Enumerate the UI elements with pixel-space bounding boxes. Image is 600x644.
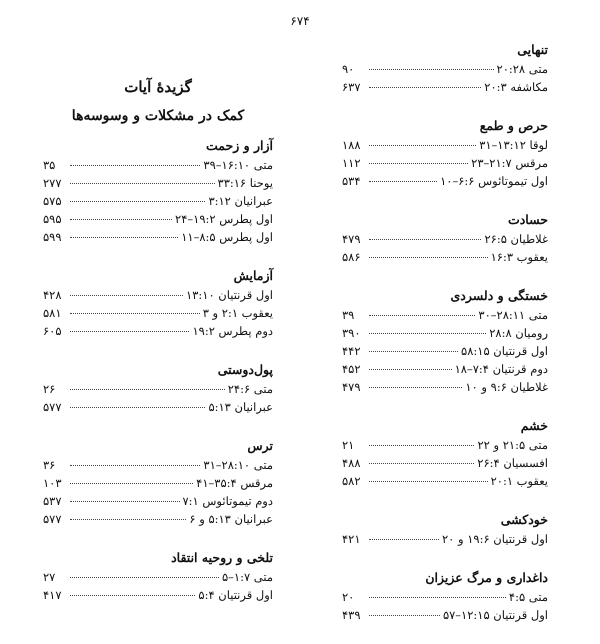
dot-leader (70, 465, 200, 466)
dot-leader (70, 295, 183, 296)
index-entry (342, 342, 548, 360)
page-reference: ۱۸۸ (342, 138, 361, 152)
verse-reference: اول قرنتیان ۱۲:۱۵–۵۷ (442, 608, 548, 622)
page-heading: گزیدۀ آیات (124, 78, 192, 96)
index-entry (43, 322, 273, 340)
dot-leader (369, 597, 506, 598)
verse-reference: اول قرنتیان ۱۳:۱۰ (186, 288, 273, 302)
page-reference: ۲۷ (43, 570, 56, 584)
section-title: آزمایش (233, 268, 273, 283)
dot-leader (369, 181, 437, 182)
page-reference: ۶۳۷ (342, 80, 361, 94)
page-number: ۶۷۴ (290, 14, 310, 28)
index-entry (43, 156, 273, 174)
index-entry (342, 172, 548, 190)
index-section (342, 286, 548, 396)
section-title: حسادت (507, 212, 548, 227)
index-section (43, 360, 273, 416)
index-entry (342, 606, 548, 624)
verse-reference: غلاطیان ۲۶:۵ (484, 232, 548, 246)
dot-leader (369, 463, 474, 464)
dot-leader (369, 257, 488, 258)
dot-leader (70, 183, 215, 184)
dot-leader (369, 369, 452, 370)
dot-leader (70, 389, 225, 390)
verse-reference: عبرانیان ۵:۱۳ و ۶ (189, 512, 273, 526)
page-reference: ۳۹ (342, 308, 355, 322)
index-section (342, 510, 548, 548)
verse-reference: افسسیان ۲۶:۴ (477, 456, 548, 470)
page-reference: ۵۸۲ (342, 474, 361, 488)
verse-reference: دوم تیموتائوس ۷:۱ (182, 494, 273, 508)
page-reference: ۳۹۰ (342, 326, 361, 340)
dot-leader (369, 445, 474, 446)
index-section (342, 568, 548, 624)
verse-reference: عبرانیان ۳:۱۲ (208, 194, 273, 208)
section-title: خودکشی (500, 512, 548, 527)
dot-leader (369, 481, 488, 482)
page-reference: ۴۵۲ (342, 362, 361, 376)
verse-reference: متی ۲۴:۶ (227, 382, 273, 396)
index-entry (342, 324, 548, 342)
page-reference: ۴۳۹ (342, 608, 361, 622)
dot-leader (70, 313, 200, 314)
dot-leader (70, 407, 205, 408)
verse-reference: عبرانیان ۵:۱۳ (208, 400, 273, 414)
verse-reference: متی ۱۶:۱۰–۳۹ (203, 158, 273, 172)
index-entry (342, 360, 548, 378)
index-entry (342, 248, 548, 266)
dot-leader (369, 615, 440, 616)
dot-leader (369, 333, 486, 334)
verse-reference: یوحنا ۳۳:۱۶ (217, 176, 273, 190)
dot-leader (369, 539, 439, 540)
verse-reference: مرقس ۲۱:۷–۲۳ (471, 156, 548, 170)
dot-leader (70, 519, 186, 520)
index-entry (43, 286, 273, 304)
index-entry (342, 436, 548, 454)
index-entry (342, 588, 548, 606)
dot-leader (369, 351, 458, 352)
verse-reference: اول قرنتیان ۱۹:۶ و ۲۰ (442, 532, 548, 546)
page-reference: ۲۷۷ (43, 176, 62, 190)
index-entry (342, 454, 548, 472)
section-title: ترس (247, 438, 273, 453)
section-title: خشم (520, 418, 548, 433)
page-reference: ۴۸۸ (342, 456, 361, 470)
index-entry (342, 378, 548, 396)
index-entry (342, 154, 548, 172)
index-section (43, 266, 273, 340)
verse-reference: متی ۱:۷–۵ (221, 570, 273, 584)
verse-reference: غلاطیان ۹:۶ و ۱۰ (465, 380, 548, 394)
dot-leader (70, 201, 205, 202)
index-section (342, 416, 548, 490)
dot-leader (70, 501, 180, 502)
verse-reference: متی ۲۰:۲۸ (496, 62, 548, 76)
page-subheading: کمک در مشکلات و وسوسه‌ها (71, 108, 245, 124)
dot-leader (70, 219, 172, 220)
dot-leader (369, 87, 481, 88)
index-section (342, 210, 548, 266)
page-reference: ۵۷۷ (43, 512, 62, 526)
index-entry (342, 60, 548, 78)
page-reference: ۵۹۵ (43, 212, 62, 226)
dot-leader (369, 69, 494, 70)
verse-reference: یعقوب ۲۰:۱ (490, 474, 548, 488)
index-entry (43, 380, 273, 398)
verse-reference: اول پطرس ۸:۵–۱۱ (181, 230, 273, 244)
page-reference: ۲۶ (43, 382, 56, 396)
dot-leader (369, 315, 475, 316)
right-column (342, 40, 548, 644)
index-section (43, 548, 273, 604)
index-entry (43, 398, 273, 416)
index-entry (43, 492, 273, 510)
dot-leader (70, 577, 219, 578)
page-reference: ۴۲۸ (43, 288, 62, 302)
index-entry (342, 230, 548, 248)
section-title: داغداری و مرگ عزیزان (425, 570, 548, 585)
dot-leader (70, 483, 193, 484)
page-reference: ۲۰ (342, 590, 355, 604)
dot-leader (70, 237, 178, 238)
index-section (342, 40, 548, 96)
verse-reference: متی ۲۸:۱۰–۳۱ (203, 458, 273, 472)
index-entry (43, 174, 273, 192)
dot-leader (369, 387, 462, 388)
index-entry (43, 456, 273, 474)
index-entry (43, 228, 273, 246)
index-entry (342, 136, 548, 154)
index-entry (43, 304, 273, 322)
section-title: خستگی و دلسردی (450, 288, 548, 303)
verse-reference: اول قرنتیان ۵۸:۱۵ (461, 344, 548, 358)
index-entry (342, 530, 548, 548)
index-entry (342, 472, 548, 490)
index-entry (43, 474, 273, 492)
dot-leader (369, 163, 468, 164)
page-reference: ۵۸۶ (342, 250, 361, 264)
section-title: تلخی و روحیه انتقاد (171, 550, 273, 565)
verse-reference: یعقوب ۲:۱ و ۳ (202, 306, 273, 320)
section-title: آزار و زحمت (205, 138, 273, 153)
dot-leader (70, 165, 200, 166)
page-reference: ۴۷۹ (342, 232, 361, 246)
page-reference: ۵۳۴ (342, 174, 361, 188)
page-reference: ۶۰۵ (43, 324, 62, 338)
index-entry (43, 210, 273, 228)
dot-leader (369, 145, 476, 146)
index-entry (43, 510, 273, 528)
verse-reference: اول تیموتائوس ۶:۶–۱۰ (440, 174, 548, 188)
page-reference: ۱۱۲ (342, 156, 361, 170)
verse-reference: یعقوب ۱۶:۳ (490, 250, 548, 264)
page-reference: ۴۲۱ (342, 532, 361, 546)
index-section (342, 116, 548, 190)
verse-reference: دوم پطرس ۱۹:۲ (192, 324, 273, 338)
page-reference: ۵۸۱ (43, 306, 62, 320)
index-entry (43, 192, 273, 210)
index-section (43, 136, 273, 246)
section-title: تنهایی (517, 42, 548, 57)
page-reference: ۵۷۷ (43, 400, 62, 414)
section-title: حرص و طمع (479, 118, 548, 133)
page-reference: ۴۱۷ (43, 588, 62, 602)
page-reference: ۵۷۵ (43, 194, 62, 208)
page-reference: ۴۴۲ (342, 344, 361, 358)
page-reference: ۵۳۷ (43, 494, 62, 508)
page-reference: ۵۹۹ (43, 230, 62, 244)
verse-reference: رومیان ۲۸:۸ (489, 326, 548, 340)
verse-reference: اول پطرس ۱۹:۲–۲۴ (175, 212, 273, 226)
index-entry (342, 306, 548, 324)
verse-reference: مرقس ۳۵:۴–۴۱ (196, 476, 273, 490)
verse-reference: دوم قرنتیان ۷:۴–۱۸ (454, 362, 548, 376)
verse-reference: اول قرنتیان ۵:۴ (198, 588, 273, 602)
dot-leader (369, 239, 481, 240)
page-reference: ۳۶ (43, 458, 56, 472)
index-section (43, 436, 273, 528)
index-entry (342, 78, 548, 96)
dot-leader (70, 595, 195, 596)
index-entry (43, 586, 273, 604)
verse-reference: متی ۲۱:۵ و ۲۲ (477, 438, 548, 452)
verse-reference: لوقا ۱۳:۱۲–۳۱ (479, 138, 548, 152)
page-reference: ۹۰ (342, 62, 355, 76)
page-reference: ۲۱ (342, 438, 355, 452)
page-reference: ۳۵ (43, 158, 56, 172)
verse-reference: متی ۴:۵ (508, 590, 548, 604)
page-reference: ۴۷۹ (342, 380, 361, 394)
dot-leader (70, 331, 189, 332)
verse-reference: مکاشفه ۲۰:۳ (484, 80, 548, 94)
page-reference: ۱۰۳ (43, 476, 62, 490)
section-title: پول‌دوستی (217, 362, 273, 377)
index-entry (43, 568, 273, 586)
verse-reference: متی ۲۸:۱۱–۳۰ (478, 308, 548, 322)
left-sections (43, 136, 273, 604)
left-column (43, 40, 273, 624)
